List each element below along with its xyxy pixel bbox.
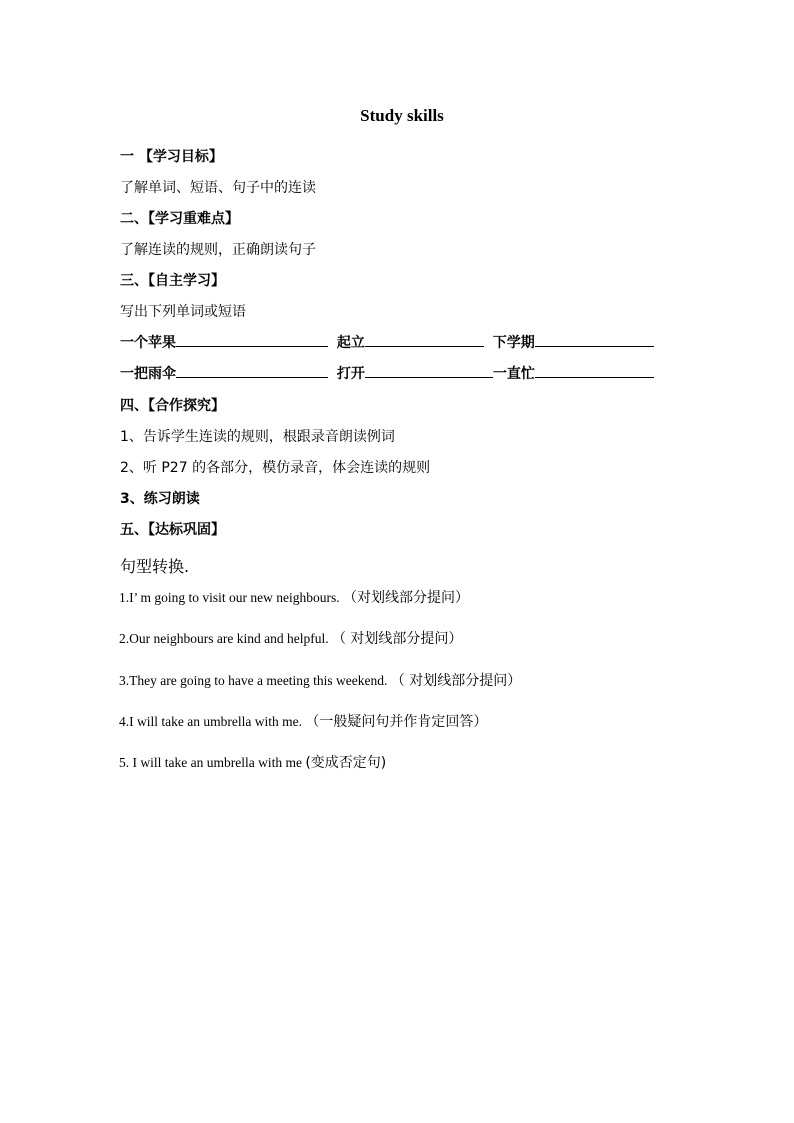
section-3-heading: 三、【自主学习】 (120, 273, 225, 289)
question-text: 2.Our neighbours are kind and helpful. (119, 631, 329, 646)
question-instruction: （一般疑问句并作肯定回答） (305, 714, 488, 730)
question-text: 3.They are going to have a meeting this weekend. (119, 673, 388, 688)
section-4-heading: 四、【合作探究】 (120, 398, 225, 414)
question-text: 5. I will take an umbrella with me (119, 755, 302, 770)
question-instruction: （对划线部分提问） (342, 590, 469, 606)
question-line (119, 752, 386, 772)
vocab-item: 下学期 (492, 335, 535, 351)
question-line (119, 670, 521, 690)
section-4-item: 1、告诉学生连读的规则，根跟录音朗读例词 (120, 429, 395, 445)
section-5-subtitle: 句型转换. (120, 557, 190, 576)
section-1-text: 了解单词、短语、句子中的连读 (120, 180, 316, 196)
section-3-text: 写出下列单词或短语 (120, 304, 246, 320)
question-instruction: （ 对划线部分提问） (331, 631, 463, 647)
section-4-item: 3、练习朗读 (120, 491, 200, 507)
question-text: 4.I will take an umbrella with me. (119, 714, 302, 729)
question-instruction: (变成否定句) (305, 755, 387, 771)
question-line (119, 711, 487, 731)
answer-blank[interactable] (535, 334, 654, 347)
vocab-item: 起立 (336, 335, 365, 351)
answer-blank[interactable] (176, 365, 328, 378)
section-1-heading: 一 【学习目标】 (120, 149, 223, 165)
question-instruction: （ 对划线部分提问） (390, 673, 522, 689)
question-line (119, 587, 469, 607)
answer-blank[interactable] (365, 334, 484, 347)
vocab-row-1 (120, 332, 654, 352)
vocab-row-2 (120, 363, 654, 383)
question-line (119, 628, 462, 648)
answer-blank[interactable] (176, 334, 328, 347)
vocab-item: 一直忙 (492, 366, 535, 382)
page-title: Study skills (360, 106, 444, 125)
question-text: 1.I’ m going to visit our new neighbours. (119, 590, 340, 605)
vocab-item: 一把雨伞 (120, 366, 176, 382)
section-2-heading: 二、【学习重难点】 (120, 211, 239, 227)
answer-blank[interactable] (535, 365, 654, 378)
vocab-item: 一个苹果 (120, 335, 176, 351)
vocab-item: 打开 (336, 366, 365, 382)
section-4-item: 2、听 P27 的各部分，模仿录音，体会连读的规则 (120, 460, 431, 476)
section-2-text: 了解连读的规则，正确朗读句子 (120, 242, 316, 258)
section-5-heading: 五、【达标巩固】 (120, 522, 225, 538)
answer-blank[interactable] (365, 365, 493, 378)
